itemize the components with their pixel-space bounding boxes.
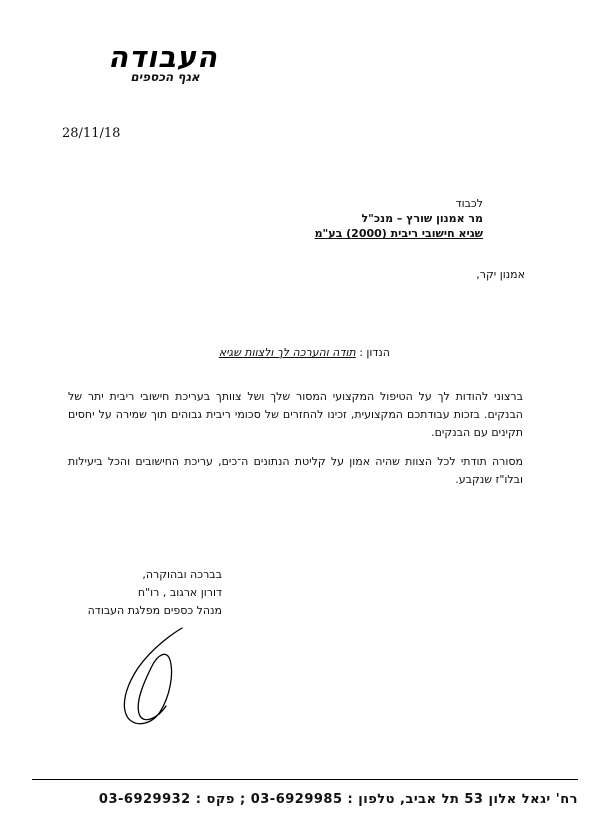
body-paragraph-2: מסורה תודתי לכל הצוות שהיה אמון על קליטת הנתונים ה־כים, עריכת החישובים והכל ביעילות ובלו"ז שנקבע.	[68, 455, 523, 486]
recipient-company: שגיא חישובי ריבית (2000) בע"מ	[314, 227, 483, 240]
closing-blessing: בברכה ובהוקרה,	[142, 568, 222, 581]
recipient-block	[183, 196, 483, 241]
recipient-name: מר אמנון שורץ – מנכ"ל	[361, 212, 483, 225]
subject-line	[90, 346, 390, 359]
salutation: לכבוד	[455, 197, 483, 210]
signer-name: דורון ארגוב , רו"ח	[137, 586, 222, 599]
footer-divider	[32, 779, 578, 780]
signer-title: מנהל כספים מפלגת העבודה	[87, 604, 222, 617]
body-paragraph-1: ברצוני להודות לך על הטיפול המקצועי המסור שלך ושל צוותך בעריכת חישובי ריבית יתר של הבנקים. בזכות עבודתכם המקצועית, זכינו להחזרים של סכומי ריבית גבוהים תוך שמירה על יחסים תקינים עם הבנקים.	[68, 390, 523, 439]
greeting: אמנון יקר,	[476, 268, 525, 281]
footer-address: רח' יגאל אלון 53 תל אביב, טלפון : 03-6929985 ; פקס : 03-6929932	[98, 792, 578, 807]
closing-block	[72, 566, 222, 620]
subject-text: תודה והערכה לך ולצוות שגיא	[218, 346, 356, 359]
handwritten-signature	[112, 620, 202, 730]
subject-label: הנדון :	[359, 346, 390, 359]
org-logo: העבודה	[108, 40, 218, 74]
letter-date: 28/11/18	[62, 126, 121, 141]
department-name: אגף הכספים	[130, 70, 200, 84]
